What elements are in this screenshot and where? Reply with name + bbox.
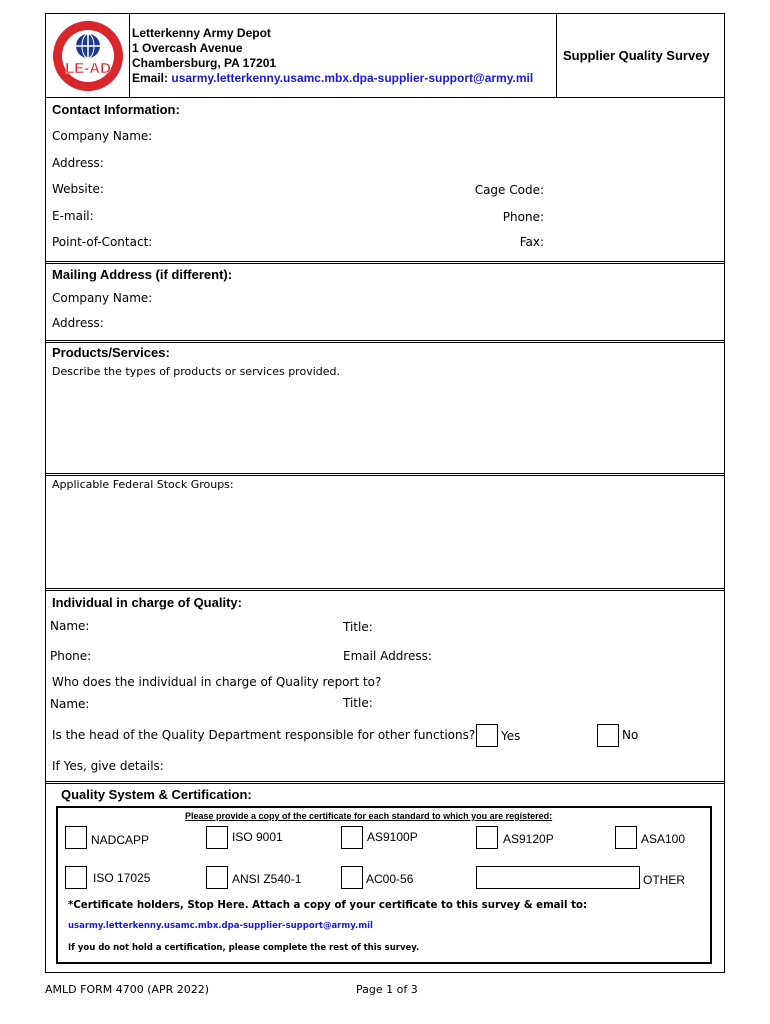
yes-checkbox[interactable] — [476, 724, 498, 747]
qp-email-label: Email Address: — [343, 649, 432, 663]
email-label: E-mail: — [52, 209, 94, 223]
iso17025-checkbox[interactable] — [65, 866, 87, 889]
as9120p-checkbox[interactable] — [476, 826, 498, 849]
no-checkbox[interactable] — [597, 724, 619, 747]
website-label: Website: — [52, 182, 104, 196]
no-label: No — [622, 728, 639, 742]
divider — [46, 588, 724, 591]
company-name-label: Company Name: — [52, 129, 153, 143]
form-number: AMLD FORM 4700 (APR 2022) — [45, 983, 210, 996]
iso17025-label: ISO 17025 — [93, 871, 151, 885]
qp-phone-label: Phone: — [50, 649, 92, 663]
as9120p-label: AS9120P — [503, 832, 554, 846]
svg-text:LE-AD: LE-AD — [65, 60, 111, 77]
ac00-56-checkbox[interactable] — [341, 866, 363, 889]
ansi-z540-label: ANSI Z540-1 — [232, 872, 302, 886]
poc-label: Point-of-Contact: — [52, 235, 153, 249]
org-city: Chambersburg, PA 17201 — [132, 56, 277, 70]
header-title-cell — [556, 14, 557, 98]
other-label: OTHER — [643, 873, 685, 887]
mailing-section-title: Mailing Address (if different): — [52, 267, 233, 282]
divider — [46, 781, 724, 784]
fax-label: Fax: — [519, 235, 544, 249]
iso9001-label: ISO 9001 — [232, 830, 283, 844]
reports-to-title-label: Title: — [343, 696, 373, 710]
org-name: Letterkenny Army Depot — [132, 26, 271, 40]
org-email-row — [132, 71, 533, 85]
as9100p-checkbox[interactable] — [341, 826, 363, 849]
phone-label: Phone: — [502, 210, 544, 224]
divider — [46, 261, 724, 264]
ac00-56-label: AC00-56 — [366, 872, 414, 886]
org-email-label: Email: — [132, 71, 169, 85]
divider — [46, 97, 724, 98]
certification-instruction: Please provide a copy of the certificate for each standard to which you are registered: — [185, 811, 553, 821]
yes-label: Yes — [501, 729, 521, 743]
page-number: Page 1 of 3 — [356, 983, 418, 996]
qp-name-label: Name: — [50, 619, 90, 633]
certificate-holders-note: *Certificate holders, Stop Here. Attach a copy of your certificate to this survey & email to: — [68, 900, 588, 911]
mailing-address-label: Address: — [52, 316, 104, 330]
fsg-label: Applicable Federal Stock Groups: — [52, 478, 234, 491]
reports-to-label: Who does the individual in charge of Quality report to? — [52, 675, 382, 689]
asa100-checkbox[interactable] — [615, 826, 637, 849]
other-input[interactable] — [476, 866, 640, 889]
products-section-title: Products/Services: — [52, 345, 170, 360]
qp-title-label: Title: — [343, 620, 373, 634]
quality-person-section-title: Individual in charge of Quality: — [52, 595, 242, 610]
nadcapp-label: NADCAPP — [91, 833, 150, 847]
divider — [46, 473, 724, 476]
contact-section-title: Contact Information: — [52, 102, 180, 117]
iso9001-checkbox[interactable] — [206, 826, 228, 849]
no-certification-note: If you do not hold a certification, please complete the rest of this survey. — [68, 943, 420, 953]
certification-email-link[interactable]: usarmy.letterkenny.usamc.mbx.dpa-supplier-support@army.mil — [68, 921, 373, 931]
reports-to-name-label: Name: — [50, 697, 90, 711]
lead-logo — [51, 19, 125, 93]
certification-section-title: Quality System & Certification: — [61, 787, 252, 802]
details-label: If Yes, give details: — [52, 759, 164, 773]
asa100-label: ASA100 — [641, 832, 686, 846]
form-title: Supplier Quality Survey — [563, 48, 710, 63]
survey-form — [45, 13, 725, 973]
cage-code-label: Cage Code: — [474, 183, 544, 197]
org-street: 1 Overcash Avenue — [132, 41, 243, 55]
nadcapp-checkbox[interactable] — [65, 826, 87, 849]
ansi-z540-checkbox[interactable] — [206, 866, 228, 889]
divider — [46, 340, 724, 343]
other-functions-question: Is the head of the Quality Department responsible for other functions? — [52, 728, 476, 742]
as9100p-label: AS9100P — [367, 830, 418, 844]
mailing-company-name-label: Company Name: — [52, 291, 153, 305]
org-email-link[interactable]: usarmy.letterkenny.usamc.mbx.dpa-supplier-support@army.mil — [171, 71, 534, 85]
products-describe-label: Describe the types of products or services provided. — [52, 365, 340, 378]
address-label: Address: — [52, 156, 104, 170]
